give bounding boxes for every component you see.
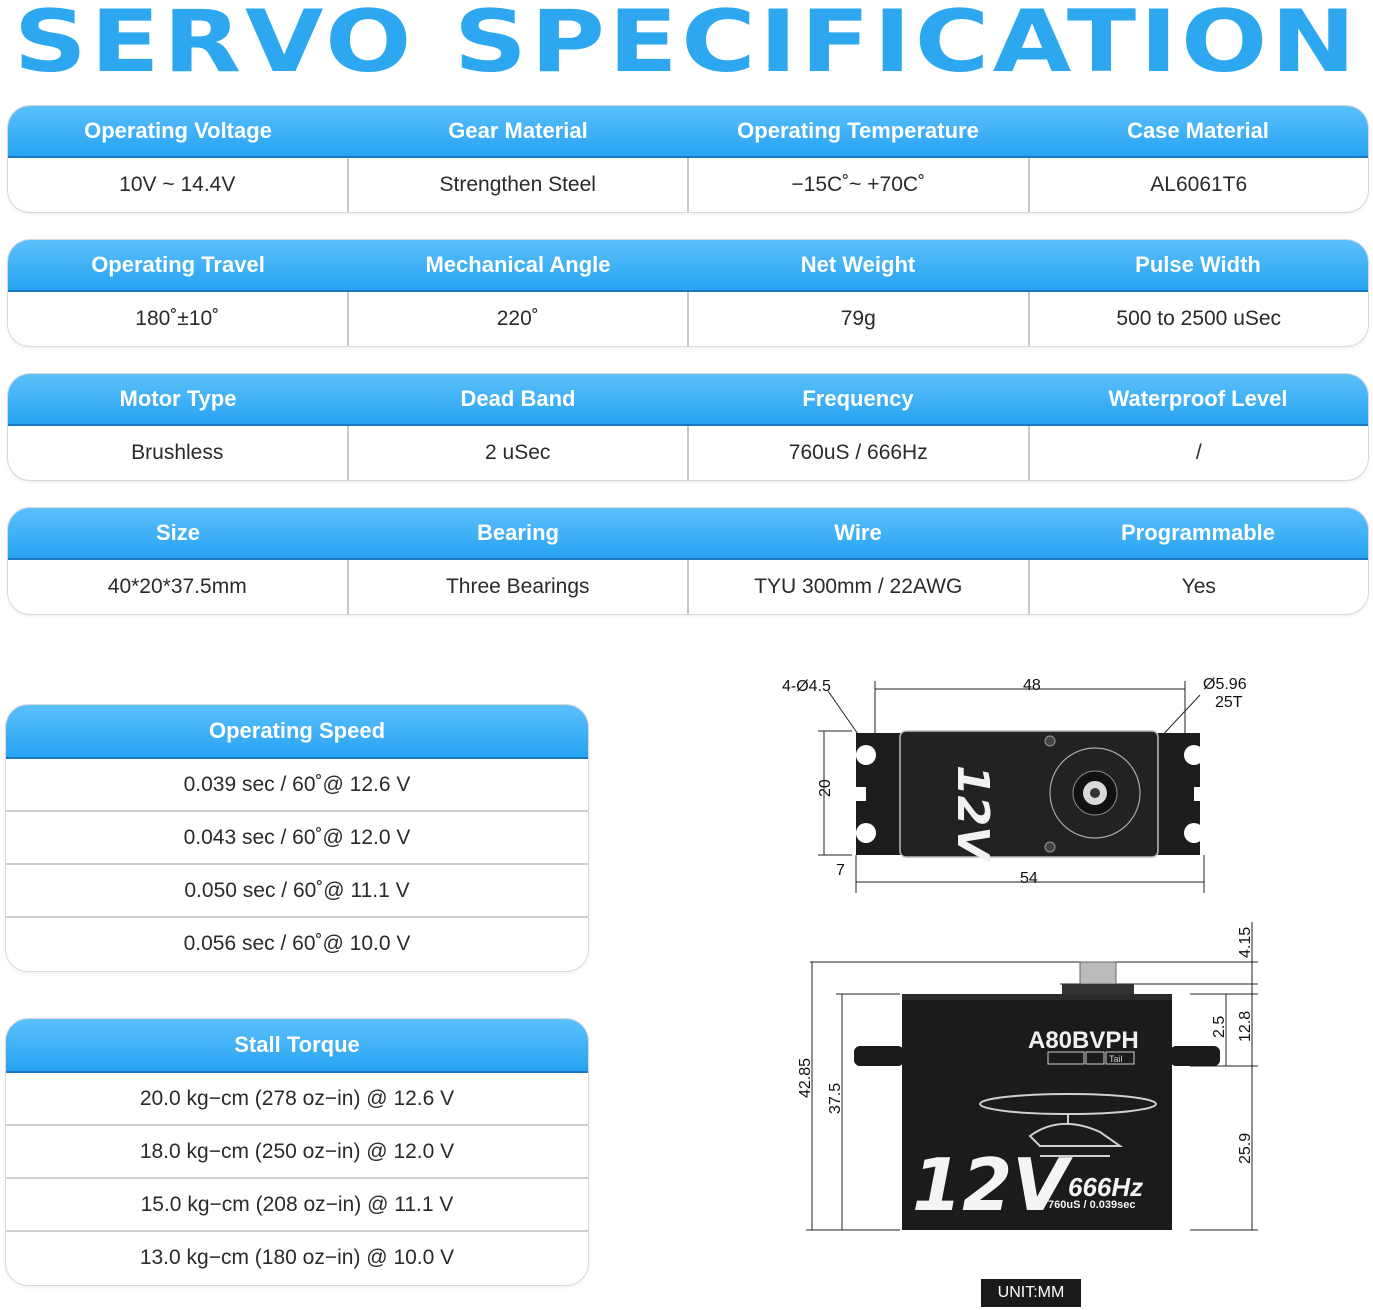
page-title: SERVO SPECIFICATION (13, 0, 1360, 92)
value-gear-material: Strengthen Steel (349, 158, 690, 212)
header-mechanical-angle: Mechanical Angle (425, 252, 611, 277)
servo-side-view (790, 918, 1290, 1240)
dim-width-total: 54 (1020, 870, 1038, 887)
torque-row: 18.0 kg−cm (250 oz−in) @ 12.0 V (6, 1126, 588, 1179)
operating-speed-title: Operating Speed (6, 705, 588, 759)
header-operating-voltage: Operating Voltage (84, 118, 272, 143)
dim-body: 37.5 (827, 1082, 844, 1114)
speed-row: 0.056 sec / 60˚@ 10.0 V (183, 932, 411, 955)
header-net-weight: Net Weight (800, 252, 916, 277)
torque-row: 13.0 kg−cm (180 oz−in) @ 10.0 V (139, 1246, 455, 1269)
value-dead-band: 2 uSec (349, 426, 690, 480)
value-pulse-width: 500 to 2500 uSec (1116, 307, 1282, 330)
value-bearing: Three Bearings (349, 560, 690, 614)
value-net-weight: 79g (689, 292, 1030, 346)
dim-height: 20 (817, 779, 834, 797)
unit-label: UNIT:MM (981, 1279, 1081, 1307)
dim-total: 42.85 (797, 1057, 814, 1098)
dim-flange: 2.5 (1211, 1015, 1228, 1038)
side-speed-mark: 760uS / 0.039sec (1048, 1199, 1136, 1211)
value-wire: TYU 300mm / 22AWG (689, 560, 1030, 614)
side-model-mark: A80BVPH (1028, 1027, 1139, 1054)
value-frequency: 760uS / 666Hz (689, 426, 1030, 480)
side-badge-tail: Tail (1109, 1054, 1123, 1064)
dim-top: 12.8 (1237, 1010, 1254, 1042)
value-programmable: Yes (1181, 575, 1216, 598)
header-gear-material: Gear Material (448, 118, 588, 143)
header-frequency: Frequency (802, 386, 914, 411)
value-motor-type: Brushless (8, 426, 349, 480)
dim-offset: 7 (836, 862, 845, 879)
dim-lower: 25.9 (1237, 1132, 1254, 1164)
value-operating-temperature: −15C˚~ +70C˚ (689, 158, 1030, 212)
header-operating-travel: Operating Travel (91, 252, 265, 277)
header-case-material: Case Material (1127, 118, 1269, 143)
servo-top-view (760, 665, 1320, 905)
value-waterproof-level: / (1195, 441, 1202, 464)
dim-holes: 4-Ø4.5 (782, 678, 831, 695)
torque-row: 15.0 kg−cm (208 oz−in) @ 11.1 V (6, 1179, 588, 1232)
value-size: 40*20*37.5mm (8, 560, 349, 614)
torque-row: 20.0 kg−cm (278 oz−in) @ 12.6 V (6, 1073, 588, 1126)
dim-spline: 4.15 (1237, 926, 1254, 958)
dim-spline-teeth: 25T (1215, 694, 1243, 711)
header-pulse-width: Pulse Width (1135, 252, 1261, 277)
spec-table-3 (8, 374, 1368, 480)
value-case-material: AL6061T6 (1150, 173, 1248, 196)
speed-row: 0.050 sec / 60˚@ 11.1 V (6, 865, 588, 918)
stall-torque-title: Stall Torque (6, 1019, 588, 1073)
dim-width-inner: 48 (1023, 677, 1041, 694)
header-size: Size (155, 520, 201, 545)
side-voltage-mark: 12V (912, 1143, 1068, 1227)
operating-speed-table (6, 705, 588, 971)
spec-table-1 (8, 106, 1368, 212)
spec-table-4 (8, 508, 1368, 614)
stall-torque-table (6, 1019, 588, 1285)
header-programmable: Programmable (1120, 520, 1276, 545)
spec-table-2 (8, 240, 1368, 346)
value-operating-voltage: 10V ~ 14.4V (8, 158, 349, 212)
header-operating-temperature: Operating Temperature (737, 118, 979, 143)
side-freq-mark: 666Hz (1068, 1172, 1144, 1202)
value-operating-travel: 180˚±10˚ (8, 292, 349, 346)
header-bearing: Bearing (477, 520, 559, 545)
header-motor-type: Motor Type (119, 386, 237, 411)
speed-row: 0.039 sec / 60˚@ 12.6 V (6, 759, 588, 812)
speed-row: 0.043 sec / 60˚@ 12.0 V (6, 812, 588, 865)
header-waterproof-level: Waterproof Level (1108, 386, 1288, 411)
header-dead-band: Dead Band (460, 386, 576, 411)
value-mechanical-angle: 220˚ (349, 292, 690, 346)
header-wire: Wire (834, 520, 882, 545)
top-case-mark: 12V (947, 765, 998, 861)
dim-spline-dia: Ø5.96 (1203, 676, 1247, 693)
